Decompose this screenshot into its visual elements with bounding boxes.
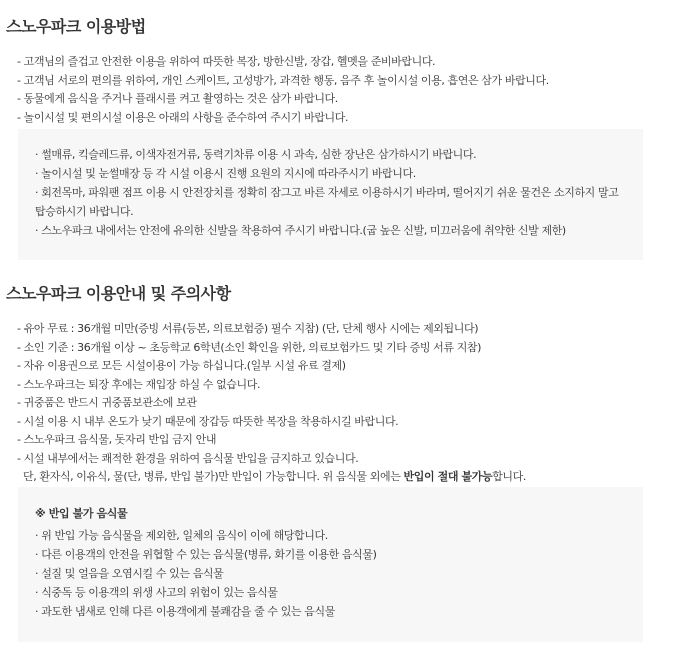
- list-item: · 썰매류, 킥슬레드류, 이색자전거류, 동력기차류 이용 시 과속, 심한 장난은 삼가하시기 바랍니다.: [35, 148, 477, 161]
- list-item: · 다른 이용객의 안전을 위협할 수 있는 음식물(병류, 화기를 이용한 음식물): [35, 548, 377, 561]
- prohibited-food-box: [18, 487, 643, 642]
- list-item: - 자유 이용권으로 모든 시설이용이 가능 하십니다.(일부 시설 유료 결제): [17, 359, 346, 372]
- list-item: · 회전목마, 파워팬 점프 이용 시 안전장치를 정확히 잠그고 바른 자세로 이용하시기 바라며, 떨어지기 쉬운 물건은 소지하지 말고 탑승하시기 바랍니다.: [35, 186, 619, 218]
- list-item: - 시설 내부에서는 쾌적한 환경을 위하여 음식물 반입을 금지하고 있습니다.: [17, 451, 359, 465]
- list-item: · 놀이시설 및 눈썰매장 등 각 시설 이용시 진행 요원의 지시에 따라주시기 바랍니다.: [35, 167, 416, 180]
- list-item: - 스노우파크는 퇴장 후에는 재입장 하실 수 없습니다.: [17, 377, 261, 391]
- list-item: · 스노우파크 내에서는 안전에 유의한 신발을 착용하여 주시기 바랍니다.(굽 높은 신발, 미끄러움에 취약한 신발 제한): [35, 224, 566, 237]
- list-item: · 과도한 냄새로 인해 다른 이용객에게 불쾌감을 줄 수 있는 음식물: [35, 605, 335, 618]
- list-item: - 시설 이용 시 내부 온도가 낮기 때문에 장갑등 따뜻한 복장을 착용하시길 바랍니다.: [17, 414, 399, 428]
- note-text: 단, 환자식, 이유식, 물(단, 병류, 반입 불가)만 반입이 가능합니다. 위 음식물 외에는: [23, 470, 404, 483]
- list-item: - 스노우파크 음식물, 돗자리 반입 금지 안내: [17, 433, 217, 446]
- food-exception-note: [23, 468, 526, 484]
- list-item: · 식중독 등 이용객의 위생 사고의 위험이 있는 음식물: [35, 586, 278, 599]
- usage-title: 스노우파크 이용방법: [6, 17, 146, 36]
- guide-title: 스노우파크 이용안내 및 주의사항: [6, 284, 231, 303]
- list-item: - 고객님 서로의 편의를 위하여, 개인 스케이트, 고성방가, 과격한 행동, 음주 후 놀이시설 이용, 흡연은 삼가 바랍니다.: [17, 73, 549, 87]
- usage-list: [17, 53, 549, 127]
- prohibited-food-title: ※ 반입 불가 음식물: [35, 507, 128, 520]
- guide-list: [17, 320, 481, 468]
- list-item: · 위 반입 가능 음식물을 제외한, 일체의 음식이 이에 해당합니다.: [35, 529, 328, 542]
- list-item: - 고객님의 즐겁고 안전한 이용을 위하여 따뜻한 복장, 방한신발, 장갑, 헬멧을 준비바랍니다.: [17, 55, 436, 68]
- usage-notice-box: [18, 129, 643, 260]
- list-item: - 귀중품은 반드시 귀중품보관소에 보관: [17, 396, 197, 409]
- list-item: · 설질 및 얼음을 오염시킬 수 있는 음식물: [35, 567, 224, 580]
- list-item: - 놀이시설 및 편의시설 이용은 아래의 사항을 준수하여 주시기 바랍니다.: [17, 110, 349, 124]
- note-emphasis: 반입이 절대 불가능: [403, 470, 493, 483]
- list-item: - 유아 무료 : 36개월 미만(증빙 서류(등본, 의료보험증) 필수 지참) (단, 단체 행사 시에는 제외됩니다): [17, 322, 479, 335]
- list-item: - 소인 기준 : 36개월 이상 ~ 초등학교 6학년(소인 확인을 위한, 의료보험카드 및 기타 증빙 서류 지참): [17, 340, 482, 354]
- list-item: - 동물에게 음식을 주거나 플래시를 켜고 촬영하는 것은 삼가 바랍니다.: [17, 92, 338, 105]
- note-text-end: 합니다.: [492, 470, 526, 483]
